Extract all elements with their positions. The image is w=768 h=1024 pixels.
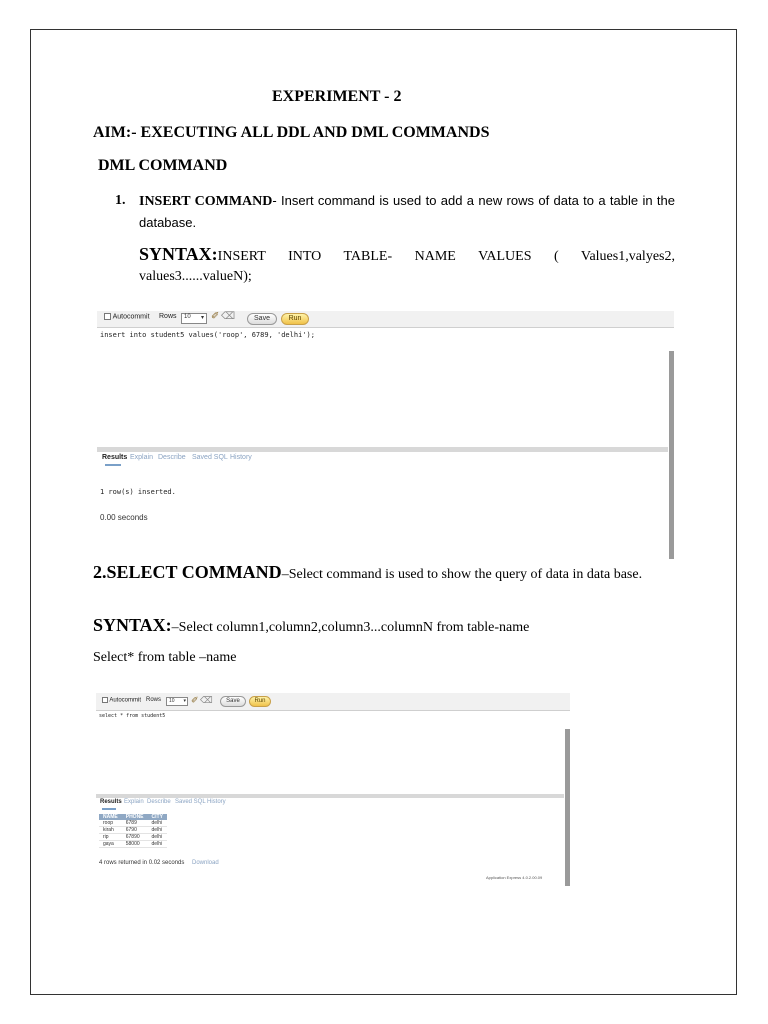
select-star-text: Select* from table –name — [93, 650, 237, 665]
tab-saved-sql[interactable]: Saved SQL — [175, 799, 206, 805]
tab-history[interactable]: History — [207, 799, 226, 805]
tab-saved-sql[interactable]: Saved SQL — [192, 454, 228, 461]
save-button[interactable]: Save — [220, 696, 246, 707]
tab-describe[interactable]: Describe — [158, 454, 186, 461]
column-header[interactable]: NAME — [99, 814, 122, 820]
pencil-icon[interactable]: ✐ — [191, 695, 199, 705]
tab-explain[interactable]: Explain — [124, 799, 144, 805]
eraser-icon[interactable]: ⌫ — [200, 695, 213, 705]
sql-editor[interactable] — [96, 711, 564, 793]
insert-command-text — [139, 190, 675, 234]
table-cell: 58000 — [122, 841, 148, 848]
rows-returned-text: 4 rows returned in 0.02 seconds — [99, 860, 185, 866]
column-header[interactable]: PHONE — [122, 814, 148, 820]
sql-workshop-screenshot-insert — [97, 311, 674, 559]
sql-query-text: insert into student5 values('roop', 6789, 'delhi'); — [100, 331, 315, 339]
rows-select-value: 10 — [169, 698, 175, 704]
chevron-down-icon: ▾ — [200, 315, 204, 321]
tab-explain[interactable]: Explain — [130, 454, 153, 461]
table-cell: 6789 — [122, 820, 148, 827]
checkbox-icon[interactable] — [104, 313, 111, 320]
table-cell: 67890 — [122, 834, 148, 841]
table-cell: kirah — [99, 827, 122, 834]
rows-label: Rows — [159, 313, 177, 320]
rows-select-value: 10 — [184, 314, 191, 320]
rows-select[interactable] — [166, 697, 188, 706]
insert-syntax — [139, 244, 675, 287]
table-cell: 6790 — [122, 827, 148, 834]
results-tabs — [96, 798, 564, 810]
run-button[interactable]: Run — [281, 313, 309, 325]
tab-describe[interactable]: Describe — [147, 799, 171, 805]
app-footer: Application Express 4.0.2.00.09 — [486, 875, 543, 880]
checkbox-icon[interactable] — [102, 697, 108, 703]
results-table — [99, 814, 167, 848]
table-cell: delhi — [148, 827, 167, 834]
result-timing: 0.00 seconds — [100, 513, 148, 522]
active-tab-indicator — [102, 808, 116, 810]
tab-results[interactable]: Results — [102, 454, 128, 461]
rows-label: Rows — [146, 697, 162, 703]
editor-scrollbar[interactable] — [669, 351, 674, 559]
autocommit-label: Autocommit — [109, 697, 142, 704]
sql-workshop-screenshot-select — [96, 693, 570, 886]
editor-scrollbar[interactable] — [565, 729, 570, 886]
eraser-icon[interactable]: ⌫ — [221, 311, 236, 322]
table-cell: gaya — [99, 841, 122, 848]
item-number: 1. — [115, 193, 126, 208]
sql-toolbar — [96, 693, 570, 711]
table-cell: rip — [99, 834, 122, 841]
table-cell: roop — [99, 820, 122, 827]
experiment-title: EXPERIMENT - 2 — [272, 88, 402, 105]
results-tabs — [97, 452, 668, 466]
syntax-label: SYNTAX: — [139, 244, 218, 264]
table-cell: delhi — [148, 834, 167, 841]
aim-heading: AIM:- EXECUTING ALL DDL AND DML COMMANDS — [93, 124, 490, 141]
select-syntax — [93, 615, 529, 636]
select-command-desc: –Select command is used to show the query of data in data base. — [281, 567, 643, 582]
autocommit-toggle[interactable] — [104, 313, 150, 320]
run-button[interactable]: Run — [249, 696, 271, 707]
table-row — [99, 820, 167, 827]
sql-editor[interactable] — [97, 328, 668, 454]
select-command-item — [93, 562, 675, 585]
chevron-down-icon: ▾ — [183, 698, 186, 704]
syntax-label: SYNTAX: — [93, 615, 172, 635]
column-header[interactable]: CITY — [148, 814, 167, 820]
save-button[interactable]: Save — [247, 313, 277, 325]
active-tab-indicator — [105, 464, 121, 466]
syntax-text: –Select column1,column2,column3...columnN from table-name — [171, 620, 530, 635]
download-link[interactable]: Download — [192, 860, 219, 866]
table-cell: delhi — [148, 841, 167, 848]
sql-query-text: select * from student5 — [99, 713, 166, 719]
tab-results[interactable]: Results — [100, 799, 122, 805]
table-cell: delhi — [148, 820, 167, 827]
syntax-text: INSERT INTO TABLE- NAME VALUES ( Values1,valyes2, values3......valueN); — [139, 249, 675, 284]
table-row — [99, 834, 167, 841]
select-command-title: 2.SELECT COMMAND — [93, 562, 282, 582]
table-row — [99, 841, 167, 848]
pencil-icon[interactable]: ✐ — [211, 311, 220, 322]
autocommit-label: Autocommit — [112, 313, 150, 321]
insert-command-desc: - Insert command is used to add a new rows of data to a table in the database. — [139, 193, 675, 230]
table-row — [99, 827, 167, 834]
tab-history[interactable]: History — [230, 454, 252, 461]
section-heading: DML COMMAND — [98, 157, 228, 174]
autocommit-toggle[interactable] — [102, 697, 141, 704]
result-message: 1 row(s) inserted. — [100, 488, 176, 496]
sql-toolbar — [97, 311, 674, 328]
insert-command-title: INSERT COMMAND — [139, 194, 273, 209]
rows-select[interactable] — [181, 313, 207, 324]
